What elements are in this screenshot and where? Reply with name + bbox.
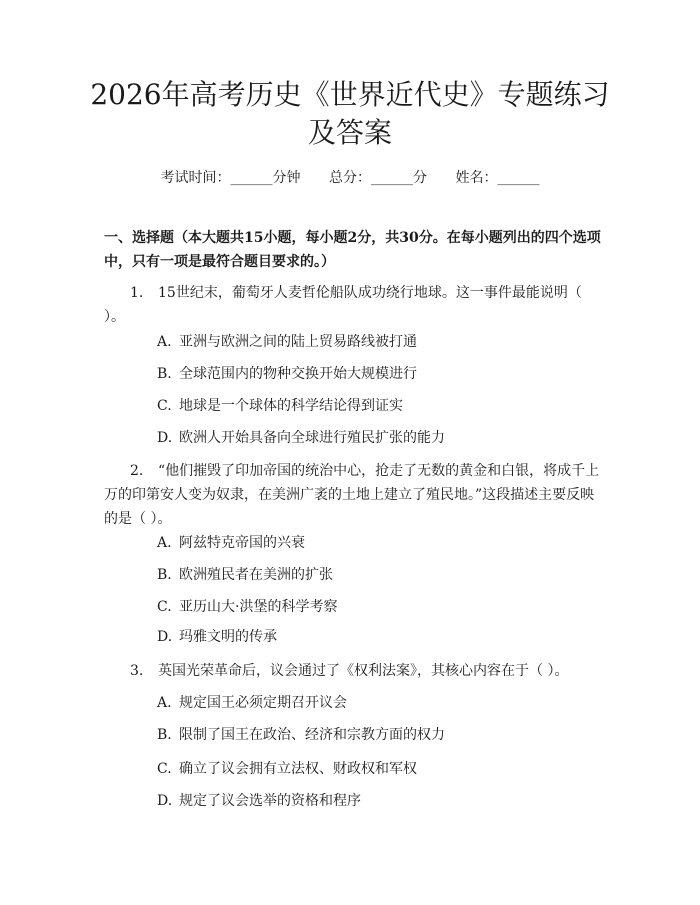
question-number: 2. bbox=[130, 463, 144, 479]
question-3 bbox=[104, 659, 600, 683]
option-text: 欧洲殖民者在美洲的扩张 bbox=[179, 567, 333, 583]
option-text: 限制了国王在政治、经济和宗教方面的权力 bbox=[179, 727, 445, 743]
option-text: 规定国王必须定期召开议会 bbox=[179, 695, 347, 711]
question-3-option-c bbox=[157, 759, 417, 779]
option-label: A. bbox=[157, 334, 172, 350]
option-text: 全球范围内的物种交换开始大规模进行 bbox=[179, 366, 417, 382]
option-label: C. bbox=[157, 761, 172, 777]
question-3-option-b bbox=[157, 725, 445, 745]
question-2 bbox=[104, 459, 600, 531]
option-label: D. bbox=[157, 629, 173, 645]
total-score-field: 总分：______分 bbox=[329, 170, 427, 186]
question-2-option-d bbox=[157, 627, 277, 647]
option-label: B. bbox=[157, 366, 172, 382]
question-3-option-a bbox=[157, 693, 347, 713]
option-text: 亚历山大·洪堡的科学考察 bbox=[179, 599, 338, 615]
student-name-field: 姓名：______ bbox=[455, 170, 540, 186]
exam-info-line bbox=[0, 168, 700, 188]
option-text: 阿兹特克帝国的兴衰 bbox=[179, 535, 305, 551]
question-1 bbox=[104, 281, 600, 329]
question-text: 15世纪末，葡萄牙人麦哲伦船队成功绕行地球。这一事件最能说明（ ）。 bbox=[104, 285, 582, 325]
question-number: 1. bbox=[130, 285, 144, 301]
page-title: 2026年高考历史《世界近代史》专题练习及答案 bbox=[90, 78, 610, 149]
question-1-option-a bbox=[157, 332, 417, 352]
question-1-option-d bbox=[157, 428, 445, 448]
question-2-option-a bbox=[157, 533, 305, 553]
question-2-option-b bbox=[157, 565, 333, 585]
option-text: 亚洲与欧洲之间的陆上贸易路线被打通 bbox=[179, 334, 417, 350]
option-label: D. bbox=[157, 793, 173, 809]
exam-time-field: 考试时间：______分钟 bbox=[160, 170, 301, 186]
option-label: D. bbox=[157, 430, 173, 446]
question-number: 3. bbox=[130, 663, 144, 679]
question-3-option-d bbox=[157, 791, 361, 811]
option-label: B. bbox=[157, 567, 172, 583]
option-text: 地球是一个球体的科学结论得到证实 bbox=[179, 398, 403, 414]
option-label: A. bbox=[157, 695, 172, 711]
option-text: 欧洲人开始具备向全球进行殖民扩张的能力 bbox=[179, 430, 445, 446]
option-label: A. bbox=[157, 535, 172, 551]
question-1-option-c bbox=[157, 396, 403, 416]
question-2-option-c bbox=[157, 597, 337, 617]
option-label: C. bbox=[157, 398, 172, 414]
option-label: C. bbox=[157, 599, 172, 615]
section-heading: 一、选择题（本大题共15小题，每小题2分，共30分。在每小题列出的四个选项中，只有一项是最符合题目要求的。） bbox=[104, 230, 601, 270]
option-label: B. bbox=[157, 727, 172, 743]
option-text: 规定了议会选举的资格和程序 bbox=[179, 793, 361, 809]
option-text: 玛雅文明的传承 bbox=[179, 629, 277, 645]
question-1-option-b bbox=[157, 364, 417, 384]
option-text: 确立了议会拥有立法权、财政权和军权 bbox=[179, 761, 417, 777]
question-text: 英国光荣革命后，议会通过了《权利法案》，其核心内容在于（ ）。 bbox=[158, 663, 569, 679]
question-text: “他们摧毁了印加帝国的统治中心，抢走了无数的黄金和白银，将成千上万的印第安人变为奴隶，在美洲广袤的土地上建立了殖民地。”这段描述主要反映的是（ ）。 bbox=[104, 463, 600, 527]
